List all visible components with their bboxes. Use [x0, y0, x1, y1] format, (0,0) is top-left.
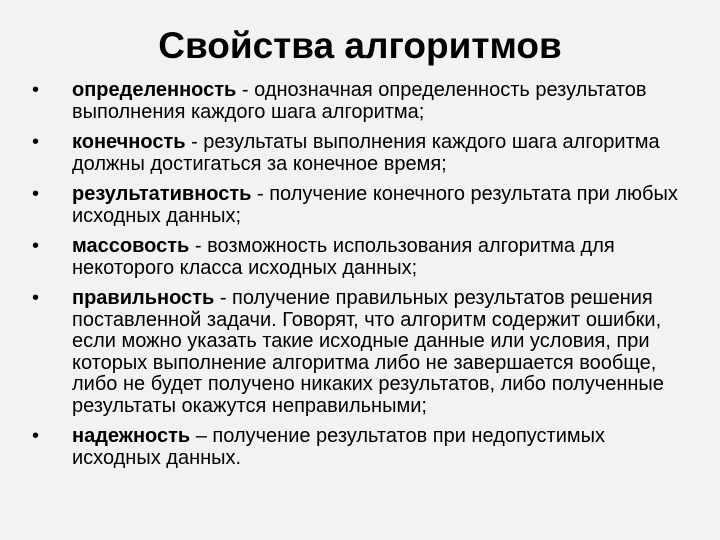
bullet-icon: •: [32, 131, 40, 153]
term-description: – получение результатов при недопустимых исходных данных.: [72, 425, 606, 469]
list-item-certainty: [30, 80, 690, 123]
term-description: - получение конечного результата при любых исходных данных;: [72, 183, 678, 227]
term-label: правильность: [72, 287, 215, 309]
term-description: - однозначная определенность результатов выполнения каждого шага алгоритма;: [72, 79, 647, 123]
bullet-icon: •: [32, 235, 40, 257]
list-item-reliability: [30, 426, 690, 469]
term-label: надежность: [72, 425, 191, 447]
term-description: - результаты выполнения каждого шага алгоритма должны достигаться за конечное время;: [72, 131, 660, 175]
term-label: определенность: [72, 79, 237, 101]
term-label: массовость: [72, 235, 190, 257]
list-item-finiteness: [30, 132, 690, 175]
term-label: конечность: [72, 131, 186, 153]
bullet-icon: •: [32, 425, 40, 447]
list-item-correctness: [30, 288, 690, 417]
term-description: - получение правильных результатов решения поставленной задачи. Говорят, что алгоритм содержит ошибки, если можно указать такие исходные данные или условия, при которых выполнение алгоритма либо не завершается вообще, либо не будет получено никаких результатов, либо полученные результаты окажутся неправильными;: [72, 287, 664, 417]
bullet-icon: •: [32, 287, 40, 309]
bullet-icon: •: [32, 79, 40, 101]
term-label: результативность: [72, 183, 252, 205]
bullet-icon: •: [32, 183, 40, 205]
list-item-effectiveness: [30, 184, 690, 227]
slide-title: Свойства алгоритмов: [158, 25, 562, 66]
term-description: - возможность использования алгоритма для некоторого класса исходных данных;: [72, 235, 615, 279]
property-list: [30, 80, 690, 478]
list-item-generality: [30, 236, 690, 279]
